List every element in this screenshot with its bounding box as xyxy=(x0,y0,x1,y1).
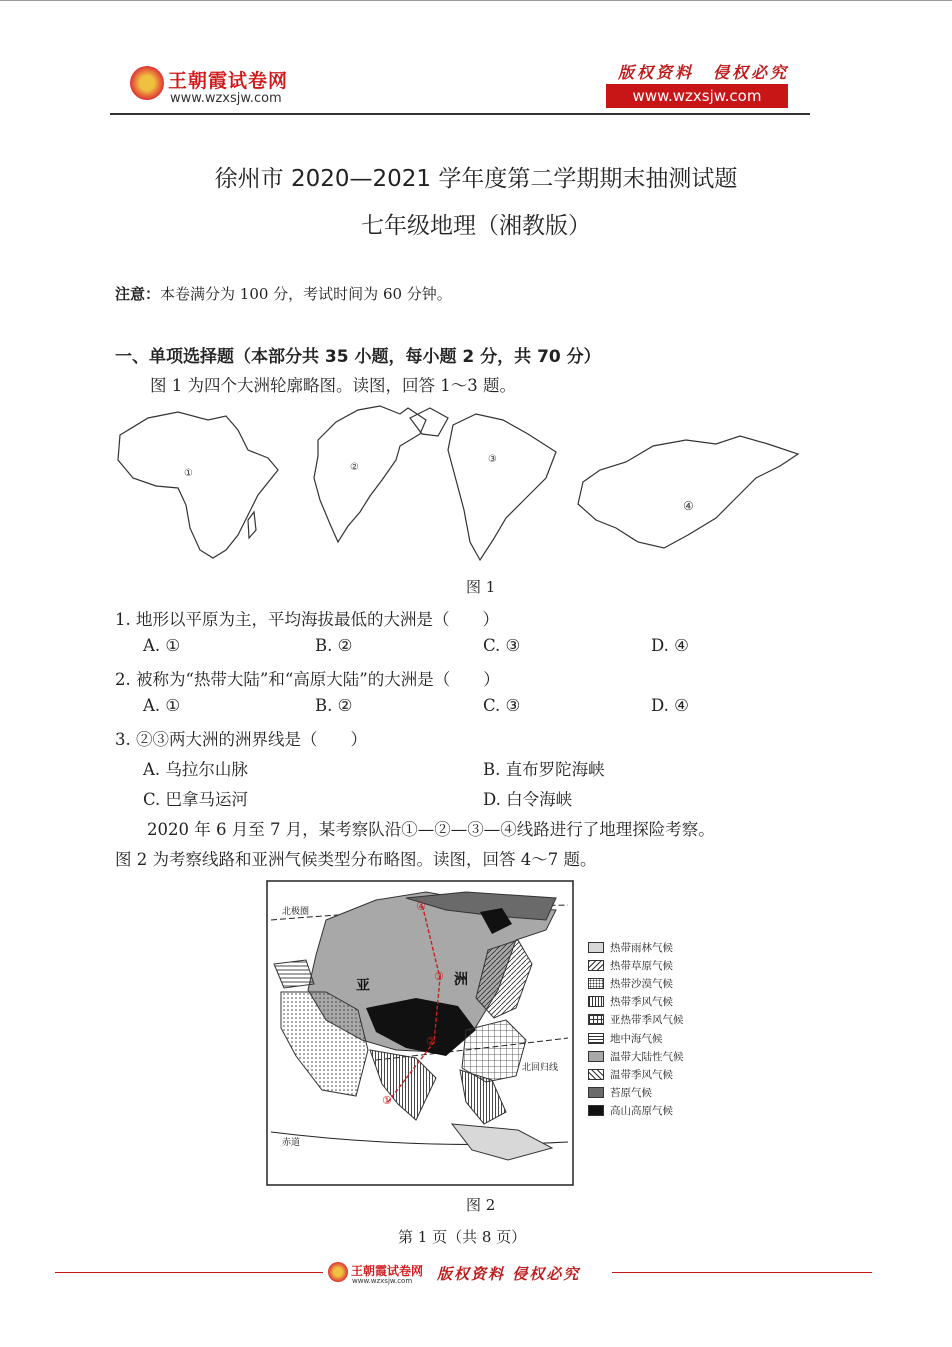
legend-label: 热带季风气候 xyxy=(610,996,673,1009)
legend-item xyxy=(588,1102,684,1120)
legend-swatch xyxy=(588,1051,604,1062)
asia-label-2: 洲 xyxy=(454,972,468,988)
legend-swatch xyxy=(588,1014,604,1025)
header-copyright: 版权资料 侵权必究 xyxy=(618,63,790,82)
q1-option-c[interactable]: C. ③ xyxy=(483,636,521,655)
legend-label: 地中海气候 xyxy=(610,1032,663,1045)
legend-label: 温带大陆性气候 xyxy=(610,1050,684,1063)
footer-rule-right xyxy=(612,1272,872,1273)
legend-item xyxy=(588,974,684,992)
exam-title: 徐州市 2020—2021 学年度第二学期期末抽测试题 xyxy=(214,166,738,192)
brand-name: 王朝霞试卷网 xyxy=(168,70,289,92)
legend-label: 亚热带季风气候 xyxy=(610,1014,684,1027)
q1-option-b[interactable]: B. ② xyxy=(315,636,353,655)
legend-swatch xyxy=(588,960,604,971)
footer-brand-name: 王朝霞试卷网 xyxy=(351,1264,424,1278)
section-heading: 一、单项选择题（本部分共 35 小题，每小题 2 分，共 70 分） xyxy=(115,347,601,367)
q3-option-d[interactable]: D. 白令海峡 xyxy=(483,790,573,809)
q2-option-b[interactable]: B. ② xyxy=(315,696,353,715)
q2-option-d[interactable]: D. ④ xyxy=(651,696,689,715)
legend-swatch xyxy=(588,942,604,953)
continent-label-2: ② xyxy=(350,462,359,473)
question-1-stem: 1. 地形以平原为主，平均海拔最低的大洲是（ ） xyxy=(115,610,499,629)
tropic-label: 北回归线 xyxy=(522,1063,559,1073)
legend-swatch xyxy=(588,978,604,989)
legend-item xyxy=(588,1047,684,1065)
route-point-1: ① xyxy=(382,1094,392,1107)
footer-brand-url: www.wzxsjw.com xyxy=(352,1277,413,1285)
route-point-2: ② xyxy=(426,1035,436,1048)
legend-swatch xyxy=(588,996,604,1007)
north-america-outline xyxy=(314,406,426,542)
continent-label-3: ③ xyxy=(488,454,497,465)
section-intro: 图 1 为四个大洲轮廓略图。读图，回答 1～3 题。 xyxy=(150,376,516,395)
figure2-legend xyxy=(588,938,684,1120)
page-number: 第 1 页（共 8 页） xyxy=(398,1228,527,1246)
footer-logo-icon xyxy=(328,1262,348,1282)
q1-option-d[interactable]: D. ④ xyxy=(651,636,689,655)
q3-option-c[interactable]: C. 巴拿马运河 xyxy=(143,790,249,809)
legend-item xyxy=(588,993,684,1011)
q2-option-c[interactable]: C. ③ xyxy=(483,696,521,715)
legend-swatch xyxy=(588,1069,604,1080)
continent-label-1: ① xyxy=(184,468,193,479)
footer-rule-left xyxy=(55,1272,323,1273)
top-border xyxy=(0,0,952,1)
q3-option-a[interactable]: A. 乌拉尔山脉 xyxy=(143,760,248,779)
route-point-4: ④ xyxy=(416,900,426,913)
legend-label: 温带季风气候 xyxy=(610,1068,673,1081)
figure2-asia-climate-map xyxy=(266,880,574,1186)
greenland-outline xyxy=(410,408,448,436)
legend-item xyxy=(588,956,684,974)
legend-item xyxy=(588,1065,684,1083)
equator-label: 赤道 xyxy=(282,1138,301,1148)
figure1-caption: 图 1 xyxy=(466,578,496,596)
legend-swatch xyxy=(588,1087,604,1098)
passage-line-1: 2020 年 6 月至 7 月，某考察队沿①—②—③—④线路进行了地理探险考察。 xyxy=(147,820,715,839)
route-point-3: ③ xyxy=(434,970,444,983)
exam-subtitle: 七年级地理（湘教版） xyxy=(361,213,591,239)
notice-text: 本卷满分为 100 分，考试时间为 60 分钟。 xyxy=(160,285,452,303)
africa-madagascar xyxy=(248,512,256,538)
brand-logo-icon xyxy=(130,66,164,100)
legend-item xyxy=(588,1011,684,1029)
figure2-caption: 图 2 xyxy=(466,1196,496,1214)
question-3-stem: 3. ②③两大洲的洲界线是（ ） xyxy=(115,730,367,749)
q2-option-a[interactable]: A. ① xyxy=(143,696,181,715)
legend-swatch xyxy=(588,1105,604,1116)
figure1-continent-map xyxy=(108,400,808,570)
arctic-circle-label: 北极圈 xyxy=(282,907,310,917)
legend-item xyxy=(588,1084,684,1102)
legend-label: 苔原气候 xyxy=(610,1087,652,1100)
legend-swatch xyxy=(588,1033,604,1044)
legend-item xyxy=(588,1029,684,1047)
footer-copyright: 版权资料 侵权必究 xyxy=(437,1265,581,1283)
legend-label: 高山高原气候 xyxy=(610,1105,673,1118)
continent-label-4: ④ xyxy=(683,499,694,513)
legend-label: 热带雨林气候 xyxy=(610,941,673,954)
passage-line-2: 图 2 为考察线路和亚洲气候类型分布略图。读图，回答 4～7 题。 xyxy=(115,850,597,869)
notice-label: 注意： xyxy=(115,285,161,303)
legend-item xyxy=(588,938,684,956)
header-divider xyxy=(110,113,810,115)
south-america-outline xyxy=(448,414,556,560)
q3-option-b[interactable]: B. 直布罗陀海峡 xyxy=(483,760,605,779)
q1-option-a[interactable]: A. ① xyxy=(143,636,181,655)
header-site-url[interactable]: www.wzxsjw.com xyxy=(606,84,788,108)
legend-label: 热带草原气候 xyxy=(610,959,673,972)
africa-outline xyxy=(118,412,278,558)
brand-url: www.wzxsjw.com xyxy=(170,91,282,106)
notice xyxy=(115,283,452,304)
asia-label-1: 亚 xyxy=(356,978,370,994)
asia-outline xyxy=(578,436,798,548)
question-2-stem: 2. 被称为“热带大陆”和“高原大陆”的大洲是（ ） xyxy=(115,670,500,689)
legend-label: 热带沙漠气候 xyxy=(610,977,673,990)
